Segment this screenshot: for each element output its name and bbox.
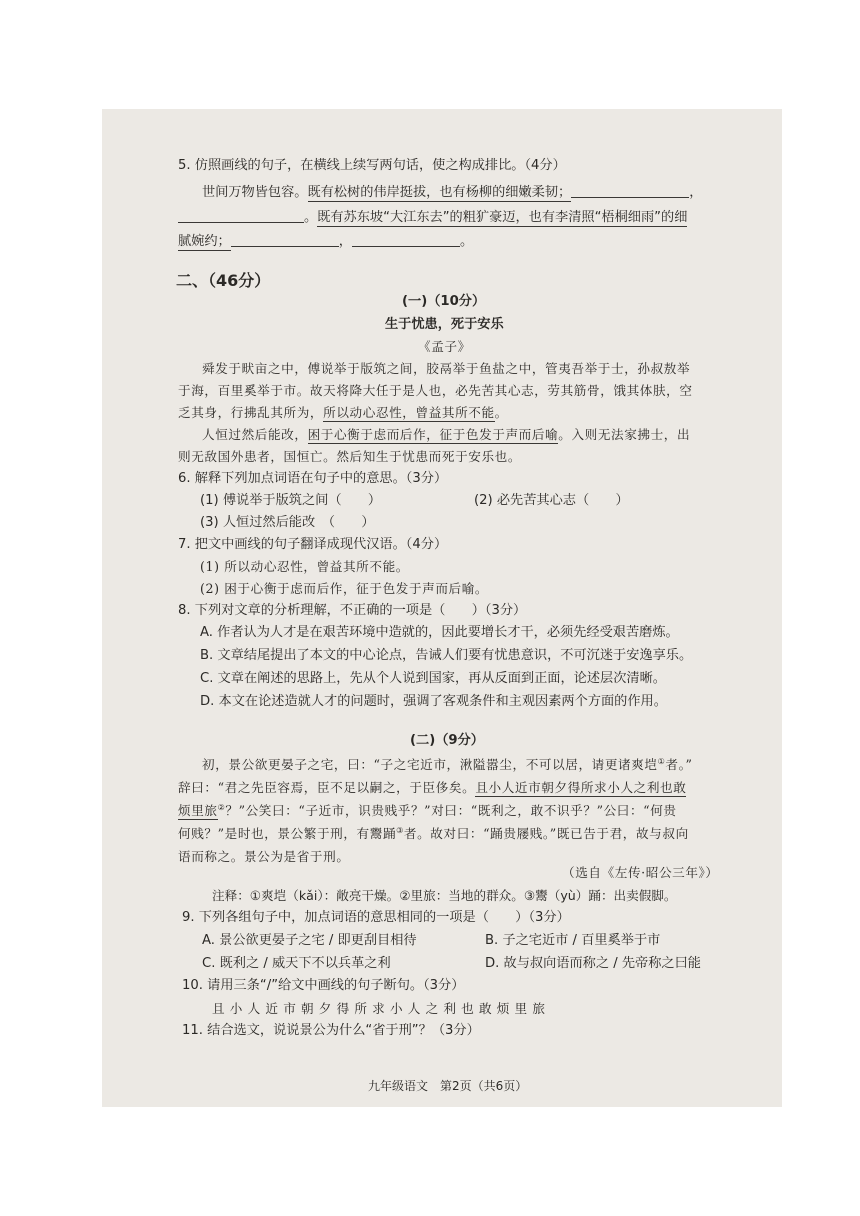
q5-comma-2: ， [338, 234, 352, 249]
q6-item-2: (2) 必先苦其心志（ ） [474, 493, 629, 508]
q5-blank-2[interactable] [178, 209, 304, 223]
note-marker-2: ② [217, 803, 226, 812]
passage-1-line-4 [202, 427, 690, 442]
passage-1-heading: (一)（10分） [402, 294, 486, 309]
q5-blank-4[interactable] [352, 233, 460, 247]
q10-text: 且 小 人 近 市 朝 夕 得 所 求 小 人 之 利 也 敢 烦 里 旅 [212, 1001, 546, 1016]
q6-item-1: (1) 傅说举于版筑之间（ ） [200, 493, 382, 508]
passage-2-underlined-2: 烦里旅 [178, 803, 218, 819]
q9-option-b: B. 子之宅近市 / 百里奚举于市 [485, 933, 661, 948]
q10-title: 10. 请用三条“/”给文中画线的句子断句。（3分） [182, 978, 465, 993]
passage-1-line-2: 于海，百里奚举于市。故天将降大任于是人也，必先苦其心志，劳其筋骨，饿其体肤，空 [178, 383, 693, 398]
passage-2-line-3-text: ？”公笑曰：“子近市，识贵贱乎？”对曰：“既利之，敢不识乎？”公曰：“何贵 [225, 803, 677, 819]
q5-line-2 [178, 209, 687, 226]
q11-title: 11. 结合选文，说说景公为什么“省于刑”？（3分） [182, 1023, 480, 1038]
q5-period-1: 。 [304, 210, 318, 225]
note-marker-1: ① [657, 757, 666, 766]
passage-1-line-3-end: 。 [494, 405, 508, 420]
passage-1-line-3 [178, 405, 508, 420]
q8-option-c: C. 文章在阐述的思路上，先从个人说到国家，再从反面到正面，论述层次清晰。 [200, 671, 666, 686]
q6-title: 6. 解释下列加点词语在句子中的意思。（3分） [178, 471, 448, 486]
passage-2-heading: (二)（9分） [410, 733, 484, 748]
exam-page [102, 109, 782, 1107]
passage-2-line-1 [202, 757, 693, 772]
passage-2-line-1-text: 初，景公欲更晏子之宅，曰：“子之宅近市，湫隘嚣尘，不可以居，请更诸爽垲 [202, 757, 658, 773]
passage-1-line-5: 则无敌国外患者，国恒亡。然后知生于忧患而死于安乐也。 [178, 449, 522, 464]
passage-1-title: 生于忧患，死于安乐 [385, 317, 504, 332]
q7-title: 7. 把文中画线的句子翻译成现代汉语。（4分） [178, 537, 448, 552]
page-footer: 九年级语文 第2页（共6页） [368, 1079, 528, 1093]
q5-model-sentence-2-end: 腻婉约； [178, 234, 231, 249]
q5-blank-1[interactable] [571, 184, 689, 198]
q8-title: 8. 下列对文章的分析理解，不正确的一项是（ ）（3分） [178, 603, 527, 618]
passage-1-author: 《孟子》 [418, 339, 471, 354]
q8-option-b: B. 文章结尾提出了本文的中心论点，告诫人们要有忧患意识，不可沉迷于安逸享乐。 [200, 648, 693, 663]
q5-comma-1: ， [689, 185, 703, 200]
q9-option-d: D. 故与叔向语而称之 / 先帝称之曰能 [485, 956, 701, 971]
passage-1-line-3-text: 乏其身，行拂乱其所为， [178, 405, 324, 420]
q6-item-3: (3) 人恒过然后能改 （ ） [200, 515, 375, 530]
q7-item-1: (1) 所以动心忍性，曾益其所不能。 [200, 559, 409, 574]
q5-intro: 世间万物皆包容。 [202, 185, 308, 200]
q9-option-a: A. 景公欲更晏子之宅 / 即更刮目相待 [202, 933, 417, 948]
passage-1-line-1: 舜发于畎亩之中，傅说举于版筑之间，胶鬲举于鱼盐之中，管夷吾举于士，孙叔敖举 [202, 361, 691, 376]
section-2-title: 二、（46分） [176, 271, 271, 290]
q9-option-c: C. 既利之 / 威天下不以兵革之利 [202, 956, 391, 971]
passage-2-line-4 [178, 826, 689, 841]
q5-line-1 [202, 184, 702, 201]
passage-1-underlined-1: 所以动心忍性，曾益其所不能 [323, 405, 495, 420]
passage-1-underlined-2: 困于心衡于虑而后作，征于色发于声而后喻 [307, 427, 559, 442]
q7-item-2: (2) 困于心衡于虑而后作，征于色发于声而后喻。 [200, 581, 489, 596]
passage-2-line-4-text: 何贱？”是时也，景公繁于刑，有鬻踊 [178, 826, 397, 842]
passage-2-line-5: 语而称之。景公为是省于刑。 [178, 849, 350, 864]
passage-2-line-2 [178, 780, 686, 795]
passage-1-line-4-end: 。入则无法家拂士，出 [558, 427, 691, 442]
passage-2-line-4-end: 者。故对曰：“踊贵屦贱。”既已告于君，故与叔向 [403, 826, 689, 842]
note-marker-3: ③ [396, 826, 404, 835]
passage-2-line-2-text: 辞曰：“君之先臣容焉，臣不足以嗣之，于臣侈矣。 [178, 780, 476, 795]
passage-2-source: （选自《左传·昭公三年》） [562, 865, 719, 880]
passage-2-notes: 注释：①爽垲（kǎi）：敞亮干燥。②里旅：当地的群众。③鬻（yù）踊：出卖假脚。 [212, 888, 677, 903]
q5-title: 5. 仿照画线的句子，在横线上续写两句话，使之构成排比。（4分） [178, 158, 566, 173]
q5-model-sentence-2: 既有苏东坡“大江东去”的粗犷豪迈，也有李清照“梧桐细雨”的细 [317, 210, 688, 225]
q5-blank-3[interactable] [231, 233, 339, 247]
q5-line-3 [178, 233, 473, 250]
passage-2-line-3 [178, 803, 677, 818]
q8-option-d: D. 本文在论述造就人才的问题时，强调了客观条件和主观因素两个方面的作用。 [200, 694, 667, 709]
passage-1-line-4-text: 人恒过然后能改， [202, 427, 308, 442]
passage-2-line-1-end: 者。” [665, 757, 693, 773]
q9-title: 9. 下列各组句子中，加点词语的意思相同的一项是（ ）（3分） [182, 910, 570, 925]
q5-model-sentence-1: 既有松树的伟岸挺拔，也有杨柳的细嫩柔韧； [307, 185, 572, 200]
passage-2-underlined-1: 且小人近市朝夕得所求小人之利也敢 [475, 780, 687, 795]
q5-period-2: 。 [459, 234, 474, 249]
q8-option-a: A. 作者认为人才是在艰苦环境中造就的，因此要增长才干，必须先经受艰苦磨炼。 [200, 625, 679, 640]
